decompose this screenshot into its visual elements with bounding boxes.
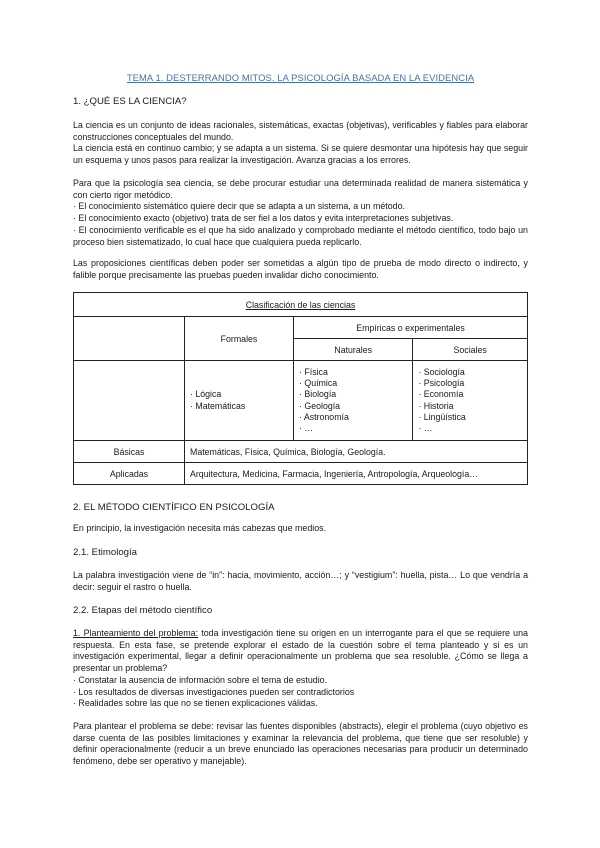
header-empiricas: Empíricas o experimentales	[294, 317, 528, 339]
section-1-paragraph-4: Las proposiciones científicas deben poder ser sometidas a algún tipo de prueba de modo directo o indirecto, y falible porque precisamente las pruebas pueden invalidar dicho conocimiento.	[73, 258, 528, 280]
section-2-2-heading: 2.2. Etapas del método científico	[73, 605, 213, 616]
bullet-verificable: · El conocimiento verificable es el que ha sido analizado y comprobado mediante el método científico, todo bajo un proceso bien sistematizado, lo cual hace que cualquiera pueda replicarlo.	[73, 225, 528, 247]
row-value-basicas: Matemáticas, Física, Química, Biología, Geología.	[185, 441, 528, 463]
formales-list: · Lógica · Matemáticas	[185, 361, 294, 441]
step-1-label: 1. Planteamiento del problema:	[73, 628, 199, 638]
step-1-bullet-1: · Constatar la ausencia de información sobre el tema de estudio.	[73, 675, 328, 685]
section-1-paragraph-3: Para que la psicología sea ciencia, se debe procurar estudiar una determinada realidad de manera sistemática y con cierto rigor metódico.	[73, 178, 528, 200]
header-sociales: Sociales	[413, 339, 528, 361]
section-2-1-text: La palabra investigación viene de “in”: hacia, movimiento, acción…; y “vestigium”: huella, pista… Lo que vendría a decir: seguir el rastro o huella.	[73, 570, 528, 592]
sciences-classification-table	[73, 292, 528, 485]
naturales-list: · Física · Química · Biología · Geología · Astronomía · …	[294, 361, 413, 441]
document-title: TEMA 1. DESTERRANDO MITOS. LA PSICOLOGÍA BASADA EN LA EVIDENCIA	[126, 72, 475, 83]
section-1-paragraph-1: La ciencia es un conjunto de ideas racionales, sistemáticas, exactas (objetivas), verificables y fiables para elaborar construcciones conceptuales del mundo.	[73, 120, 528, 142]
row-label-basicas: Básicas	[74, 441, 185, 463]
row-value-aplicadas: Arquitectura, Medicina, Farmacia, Ingeniería, Antropología, Arqueología…	[185, 463, 528, 485]
section-1-heading: 1. ¿QUÉ ES LA CIENCIA?	[73, 96, 187, 107]
step-1-bullet-2: · Los resultados de diversas investigaciones pueden ser contradictorios	[73, 687, 355, 697]
section-1-paragraph-2: La ciencia está en continuo cambio; y se adapta a un sistema. Si se quiere desmontar una hipótesis hay que seguir un esquema y unos pasos para realizar la investigación. Avanza gracias a los errores.	[73, 143, 528, 165]
step-1-paragraph	[73, 628, 528, 675]
step-1-bullet-3: · Realidades sobre las que no se tienen explicaciones válidas.	[73, 698, 318, 708]
header-naturales: Naturales	[294, 339, 413, 361]
table-caption: Clasificación de las ciencias	[74, 293, 528, 317]
header-formales: Formales	[185, 317, 294, 361]
section-2-intro: En principio, la investigación necesita más cabezas que medios.	[73, 523, 327, 533]
sociales-list: · Sociología · Psicología · Economía · Historia · Lingüística · …	[413, 361, 528, 441]
section-2-1-heading: 2.1. Etimología	[73, 547, 137, 558]
bullet-sistematico: · El conocimiento sistemático quiere decir que se adapta a un sistema, a un método.	[73, 201, 406, 211]
bullet-exacto: · El conocimiento exacto (objetivo) trata de ser fiel a los datos y evita interpretaciones subjetivas.	[73, 213, 454, 223]
step-1-text: toda investigación tiene su origen en un interrogante para el que se requiere una respuesta. En esta fase, se pretende explorar el estado de la cuestión sobre el tema planteado y si es un investigación experimental, llegar a definir operacionalmente un problema que sea resoluble. ¿Cómo se llega a presentar un problema?	[73, 628, 528, 674]
section-2-heading: 2. EL MÉTODO CIENTÍFICO EN PSICOLOGÍA	[73, 502, 275, 513]
final-paragraph: Para plantear el problema se debe: revisar las fuentes disponibles (abstracts), elegir el problema (cuyo objetivo es darse cuenta de las posibles limitaciones y examinar la relevancia del problema, que tiene que ser resoluble) y definir operacionalmente (reducir a un breve enunciado las operaciones necesarias para producir un determinado fenómeno, debe ser operativo y manejable).	[73, 721, 528, 767]
row-label-aplicadas: Aplicadas	[74, 463, 185, 485]
